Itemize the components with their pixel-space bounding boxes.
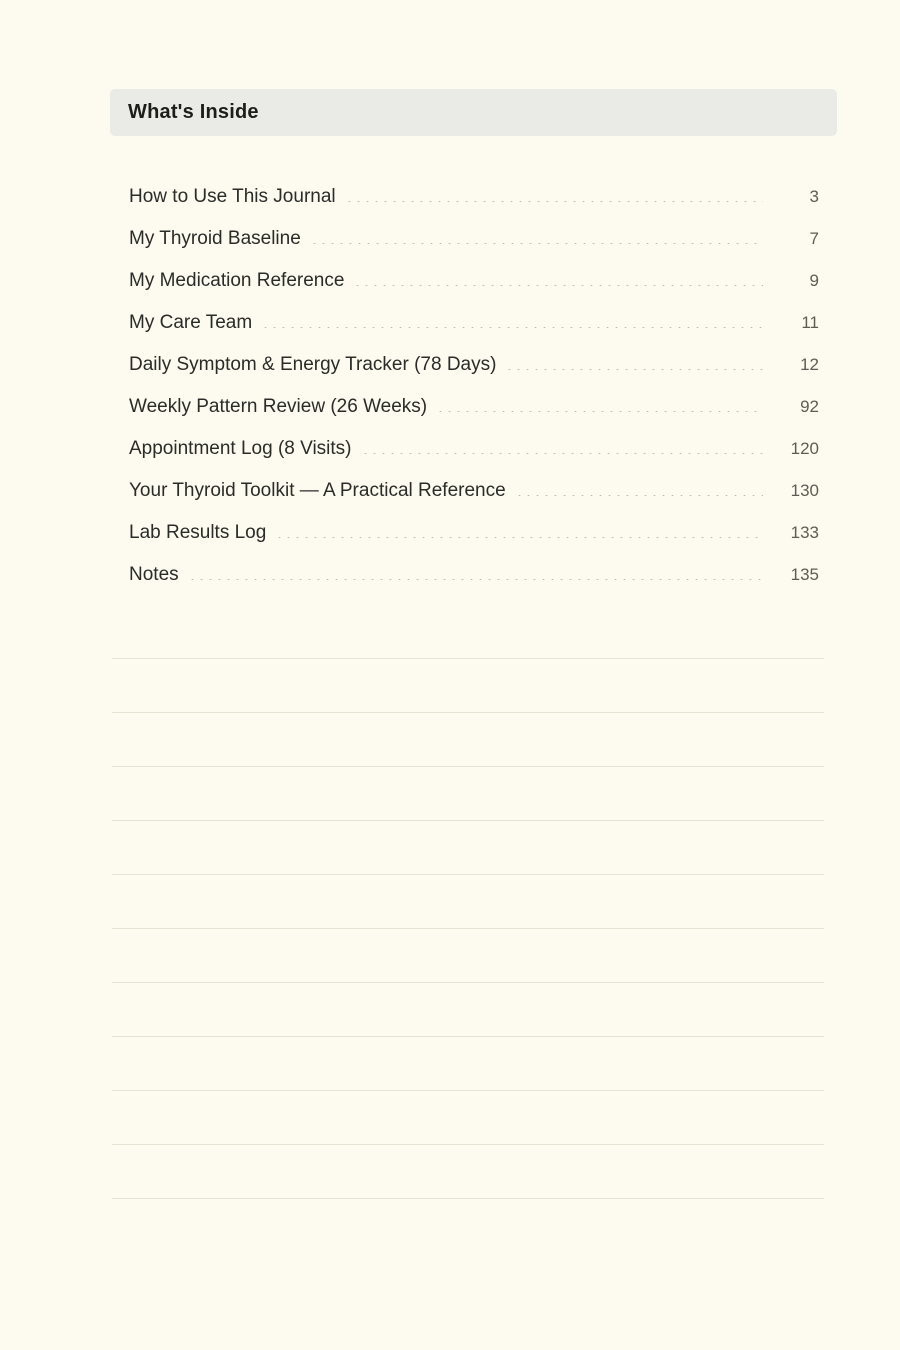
toc-entry[interactable] [129,270,819,312]
toc-entry-page: 7 [809,229,819,248]
page-title: What's Inside [128,101,259,123]
toc-leader-dots [361,453,764,454]
rule-line [112,1090,824,1091]
toc-entry-page: 120 [790,439,819,458]
toc-entry[interactable] [129,522,819,564]
rule-line [112,1144,824,1145]
toc-leader-dots [345,201,763,202]
toc-entry-label: Your Thyroid Toolkit — A Practical Reference [129,480,506,501]
toc-entry-label: My Medication Reference [129,270,345,291]
rule-line [112,928,824,929]
toc-leader-dots [275,537,763,538]
toc-entry-label: Daily Symptom & Energy Tracker (78 Days) [129,354,497,375]
toc-entry-label: My Thyroid Baseline [129,228,301,249]
toc-entry-label: Notes [129,564,179,585]
toc-entry[interactable] [129,564,819,606]
rule-line [112,658,824,659]
toc-leader-dots [261,327,763,328]
toc-leader-dots [505,369,763,370]
toc-entry-label: My Care Team [129,312,253,333]
toc-entry[interactable] [129,480,819,522]
rule-line [112,712,824,713]
toc-entry-page: 12 [800,355,819,374]
rule-line [112,1036,824,1037]
rule-line [112,766,824,767]
toc-entry[interactable] [129,186,819,228]
toc-leader-dots [310,243,763,244]
toc-entry-page: 11 [801,313,819,332]
toc-entry-label: How to Use This Journal [129,186,336,207]
toc-entry[interactable] [129,354,819,396]
toc-entry-label: Weekly Pattern Review (26 Weeks) [129,396,428,417]
toc-leader-dots [436,411,763,412]
toc-entry-page: 135 [790,565,819,584]
ruled-writing-area [112,658,824,1198]
toc-entry[interactable] [129,312,819,354]
rule-line [112,982,824,983]
toc-entry-label: Appointment Log (8 Visits) [129,438,352,459]
toc-entry-page: 9 [809,271,819,290]
section-header-band [110,89,837,136]
toc-entry-page: 3 [809,187,819,206]
toc-entry[interactable] [129,228,819,270]
toc-leader-dots [353,285,763,286]
toc-entry-page: 133 [790,523,819,542]
rule-line [112,1198,824,1199]
toc-entry-page: 130 [790,481,819,500]
toc-entry-label: Lab Results Log [129,522,267,543]
toc-entry[interactable] [129,396,819,438]
toc-leader-dots [515,495,763,496]
toc-entry[interactable] [129,438,819,480]
toc-leader-dots [188,579,763,580]
rule-line [112,820,824,821]
table-of-contents [129,186,819,606]
toc-entry-page: 92 [800,397,819,416]
rule-line [112,874,824,875]
